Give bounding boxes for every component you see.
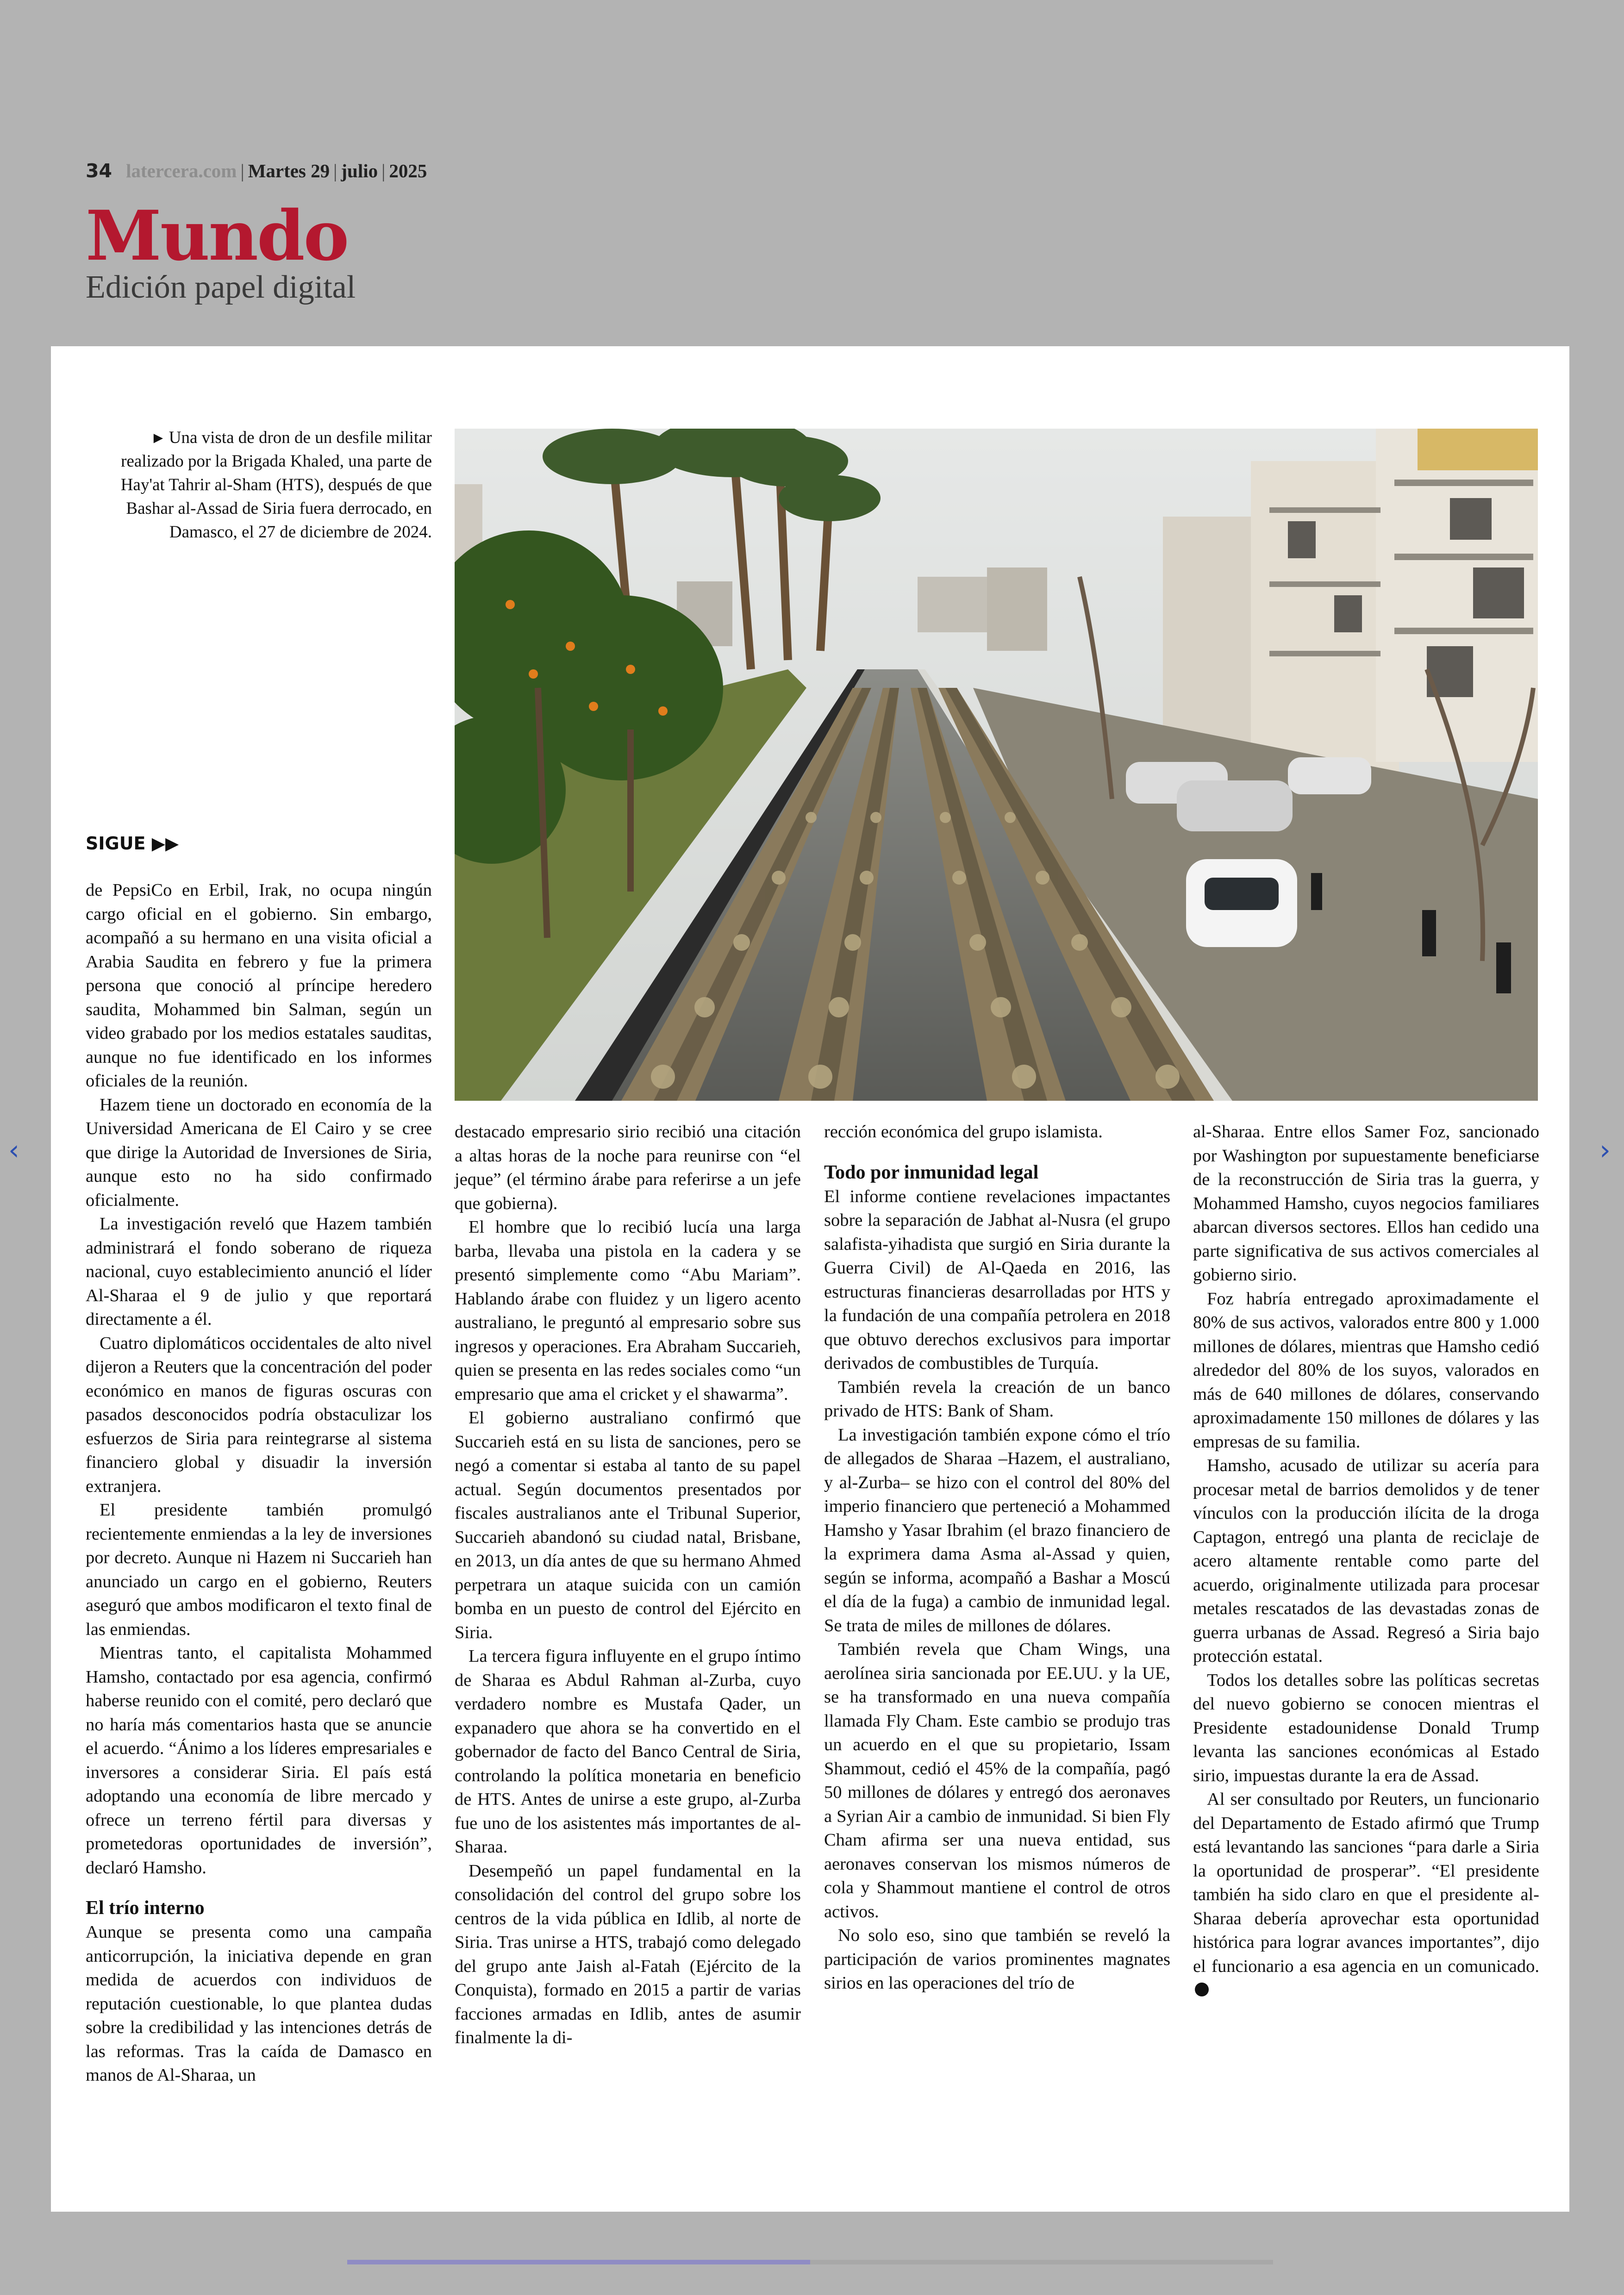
- article-column-3: [824, 1120, 1170, 1996]
- paragraph: de PepsiCo en Erbil, Irak, no ocupa ningún cargo oficial en el gobierno. Sin embargo, acompañó a su hermano en una visita oficial a Arabia Saudita en febrero y fue la primera persona que conoció al príncipe heredero saudita, Mohammed bin Salman, según un video grabado por los medios estatales sauditas, aunque no fue identificado en los informes oficiales de la reunión.: [86, 880, 432, 1091]
- page-header: 34 latercera.com | Martes 29 | julio | 2025: [86, 160, 427, 182]
- paragraph: Aunque se presenta como una campaña anticorrupción, la iniciativa depende en gran medida de acuerdos con individuos de reputación cuestionable, lo que plantea dudas sobre la credibilidad y las intenciones detrás de las reformas. Tras la caída de Damasco en manos de Al-Sharaa, un: [86, 1922, 432, 2085]
- paragraph: Hamsho, acusado de utilizar su acería para procesar metal de barrios demolidos y de tener vínculos con la producción ilícita de la droga Captagon, entregó una planta de reciclaje de acero altamente rentable como parte del acuerdo, originalmente utilizada para procesar metales rescatados de las devastadas zonas de guerra urbanas de Assad. Regresó a Siria bajo protección estatal.: [1193, 1456, 1539, 1666]
- page-number: 34: [86, 160, 112, 182]
- photo-caption: [86, 426, 432, 544]
- date-weekday: Martes 29: [248, 160, 330, 181]
- article-column-1: [86, 879, 432, 2088]
- parade-photo: [455, 429, 1538, 1101]
- paragraph: No solo eso, sino que también se reveló la participación de varios prominentes magnates sirios en las operaciones del trío de: [824, 1926, 1170, 1993]
- paragraph: al-Sharaa. Entre ellos Samer Foz, sancionado por Washington por supuestamente beneficiarse de la reconstrucción de Siria tras la guerra, y Mohammed Hamsho, cuyos negocios familiares abarcan diversos sectores. Ellos han cedido una parte significativa de sus activos comerciales al gobierno sirio.: [1193, 1122, 1539, 1285]
- paragraph: El gobierno australiano confirmó que Succarieh está en su lista de sanciones, pero se negó a comentar si estaba al tanto de su papel actual. Según documentos presentados por fiscales australianos ante el Tribunal Superior, Succarieh abandonó su ciudad natal, Brisbane, en 2013, un día antes de que su hermano Ahmed perpetrara un ataque suicida con un camión bomba en un puesto de control del Ejército en Siria.: [455, 1408, 801, 1642]
- article-column-4: [1193, 1120, 1539, 2002]
- paragraph: Hazem tiene un doctorado en economía de la Universidad Americana de El Cairo y se cree que dirige la Autoridad de Inversiones de Siria, aunque esto no ha sido confirmado oficialmente.: [86, 1095, 432, 1210]
- paragraph: También revela que Cham Wings, una aerolínea siria sancionada por EE.UU. y la UE, se ha transformado en una nueva compañía llamada Fly Cham. Este cambio se produjo tras un acuerdo en el que su propietario, Issam Shammout, cedió el 45% de la compañía, pagó 50 millones de dólares y entregó dos aeronaves a Syrian Air a cambio de inmunidad. Si bien Fly Cham afirma ser una nueva entidad, sus aeronaves conservan los mismos números de cola y Shammout mantiene el control de otros activos.: [824, 1640, 1170, 1921]
- section-subtitle: Edición papel digital: [86, 269, 356, 305]
- paragraph-text: Al ser consultado por Reuters, un funcionario del Departamento de Estado afirmó que Trump está levantando las sanciones “para darle a Siria la oportunidad de prosperar”. “El presidente también ha sido claro en que el presidente al-Sharaa debería aprovechar esta oportunidad histórica para lograr avances importantes”, dijo el funcionario a esa agencia en un comunicado.: [1193, 1790, 1539, 1976]
- section-title: Mundo: [86, 195, 348, 276]
- paragraph: Desempeñó un papel fundamental en la consolidación del control del grupo sobre los centros de la vida pública en Idlib, al norte de Siria. Tras unirse a HTS, trabajó como delegado del grupo ante Jaish al-Fatah (Ejército de la Conquista), formado en 2015 a partir de varias facciones armadas en Idlib, antes de asumir finalmente la di-: [455, 1861, 801, 2047]
- end-of-article-icon: [1195, 1983, 1209, 1996]
- chevron-left-icon[interactable]: ‹: [8, 1134, 19, 1166]
- subheading-inmunidad-legal: Todo por inmunidad legal: [824, 1161, 1039, 1183]
- paragraph: La investigación también expone cómo el trío de allegados de Sharaa –Hazem, el australiano, y al-Zurba– se hizo con el control del 80% del imperio financiero que perteneció a Mohammed Hamsho y Yasar Ibrahim (el brazo financiero de la exprimera dama Asma al-Assad y quien, según se informa, acompañó a Bashar a Moscú el día de la fuga) a cambio de inmunidad legal. Se trata de miles de millones de dólares.: [824, 1425, 1170, 1635]
- chevron-right-icon[interactable]: ›: [1599, 1134, 1611, 1166]
- date-month: julio: [341, 160, 378, 181]
- paragraph: Cuatro diplomáticos occidentales de alto nivel dijeron a Reuters que la concentración del poder económico en manos de figuras oscuras con pasados desconocidos podría obstaculizar los esfuerzos de Siria para reintegrarse al sistema financiero global y disuadir la inversión extranjera.: [86, 1333, 432, 1496]
- subheading-trio-interno: El trío interno: [86, 1897, 205, 1919]
- paragraph: La investigación reveló que Hazem también administrará el fondo soberano de riqueza nacional, cuyo establecimiento anunció el líder Al-Sharaa el 9 de julio y que reportará directamente a él.: [86, 1214, 432, 1329]
- reading-progress-fill: [347, 2260, 810, 2264]
- site-name[interactable]: latercera.com: [126, 160, 237, 181]
- paragraph: El informe contiene revelaciones impactantes sobre la separación de Jabhat al-Nusra (el grupo salafista-yihadista que surgió en Siria durante la Guerra Civil) de Al-Qaeda en 2016, las estructuras financieras desarrolladas por HTS y la fundación de una compañía petrolera en 2018 que obtuvo derechos exclusivos para importar derivados de combustibles de Turquía.: [824, 1186, 1170, 1373]
- paragraph: rección económica del grupo islamista.: [824, 1122, 1103, 1141]
- reading-progress-bar[interactable]: [347, 2260, 1273, 2264]
- paragraph: [1193, 1788, 1539, 2002]
- caption-arrow-icon: ►: [150, 430, 166, 447]
- paragraph: Todos los detalles sobre las políticas secretas del nuevo gobierno se conocen mientras el Presidente estadounidense Donald Trump levanta las sanciones económicas al Estado sirio, impuestas durante la era de Assad.: [1193, 1670, 1539, 1785]
- paragraph: La tercera figura influyente en el grupo íntimo de Sharaa es Abdul Rahman al-Zurba, cuyo verdadero nombre es Mustafa Qader, un expanadero que ahora se ha convertido en el gobernador de facto del Banco Central de Siria, controlando la política monetaria en beneficio de HTS. Antes de unirse a este grupo, al-Zurba fue uno de los asistentes más importantes de al-Sharaa.: [455, 1646, 801, 1857]
- paragraph: Foz habría entregado aproximadamente el 80% de sus activos, valorados entre 800 y 1.000 millones de dólares, mientras que Hamsho cedió alrededor del 80% de los suyos, valorados en más de 640 millones de dólares, conservando aproximadamente 150 millones de dólares y las empresas de su familia.: [1193, 1289, 1539, 1452]
- paragraph: También revela la creación de un banco privado de HTS: Bank of Sham.: [824, 1377, 1170, 1421]
- paragraph: destacado empresario sirio recibió una citación a altas horas de la noche para reunirse con “el jeque” (el término árabe para referirse a un jefe que gobierna).: [455, 1122, 801, 1213]
- paragraph: Mientras tanto, el capitalista Mohammed Hamsho, contactado por esa agencia, confirmó haberse reunido con el comité, pero declaró que no haría más comentarios hasta que se anuncie el acuerdo. “Ánimo a los líderes empresariales e inversores a considerar Siria. El país está adoptando una economía de libre mercado y ofrece un terreno fértil para diversas y prometedoras oportunidades de inversión”, declaró Hamsho.: [86, 1643, 432, 1877]
- date-year: 2025: [389, 160, 427, 181]
- paragraph: El hombre que lo recibió lucía una larga barba, llevaba una pistola en la cadera y se presentó simplemente como “Abu Mariam”. Hablando árabe con fluidez y un ligero acento australiano, le preguntó al empresario sobre sus ingresos y operaciones. Era Abraham Succarieh, quien se presenta en las redes sociales como “un empresario que ama el cricket y el shawarma”.: [455, 1217, 801, 1404]
- paragraph: El presidente también promulgó recientemente enmiendas a la ley de inversiones por decreto. Aunque ni Hazem ni Succarieh han anunciado un cargo en el gobierno, Reuters aseguró que ambos modificaron el texto final de las enmiendas.: [86, 1500, 432, 1639]
- article-column-2: [455, 1120, 801, 2050]
- caption-text: Una vista de dron de un desfile militar realizado por la Brigada Khaled, una parte de Hay'at Tahrir al-Sham (HTS), después de que Bashar al-Assad de Siria fuera derrocado, en Damasco, el 27 de diciembre de 2024.: [120, 428, 432, 542]
- continuation-label: SIGUE ▶▶: [86, 833, 179, 854]
